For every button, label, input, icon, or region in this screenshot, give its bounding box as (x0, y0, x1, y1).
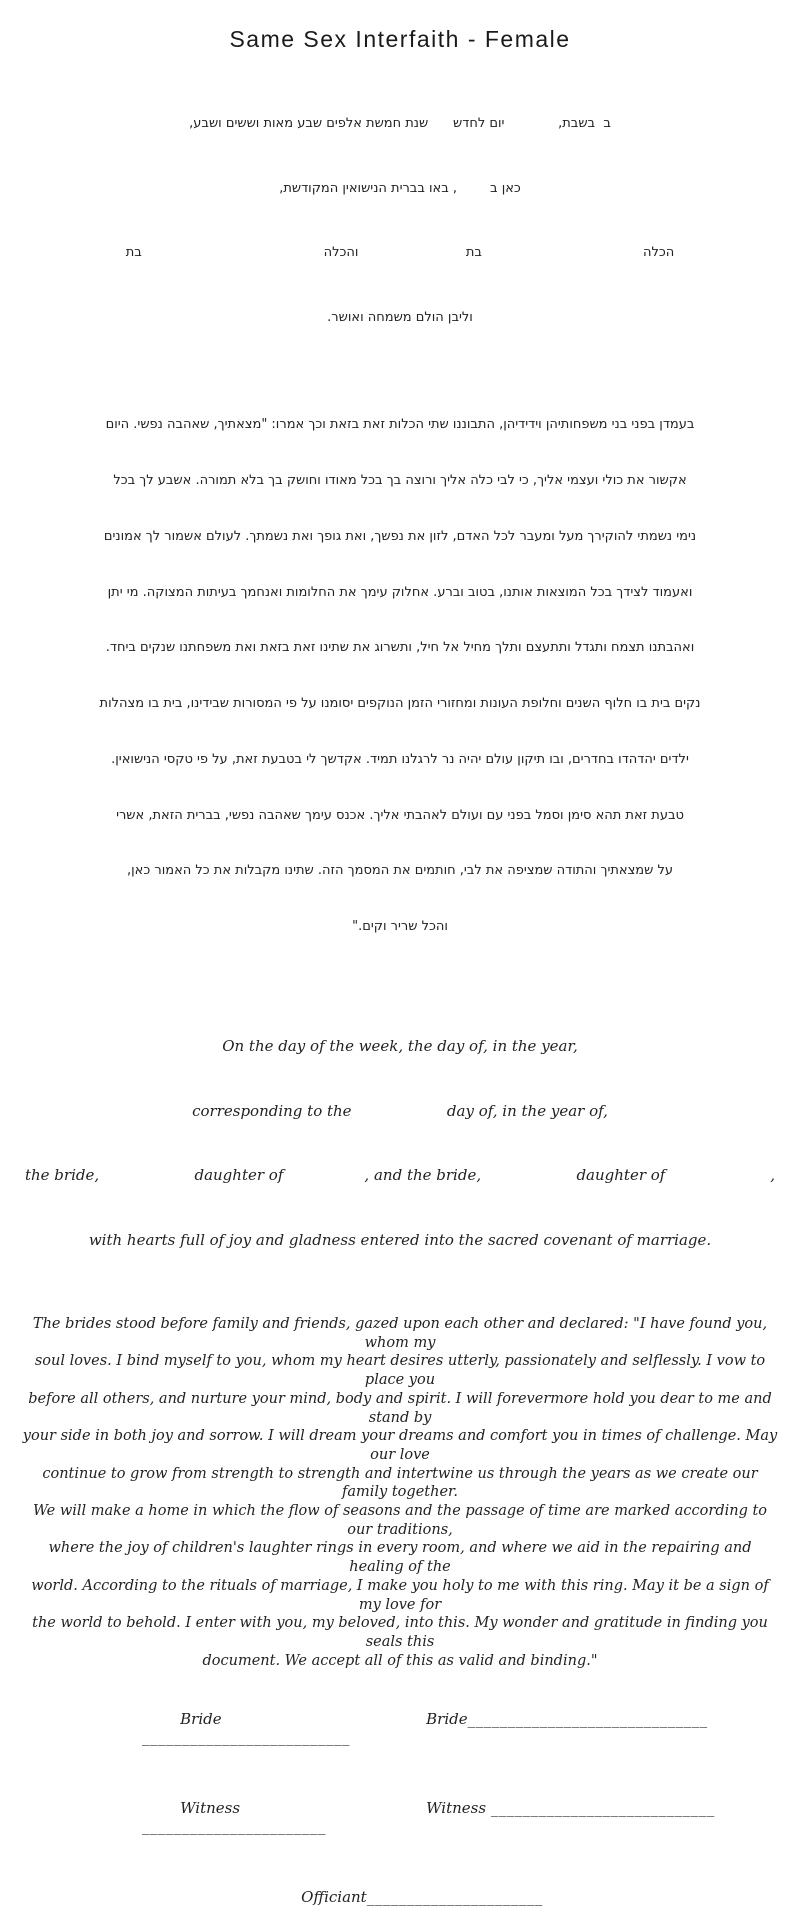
witness-left-label: Witness (180, 1799, 245, 1818)
hebrew-vow-line: על שמצאתיך והתודה שמציפה את לבי, חותמים את המסמך הזה. שתינו מקבלות את כל האמור כאן, (127, 863, 673, 879)
officiant-signature-row (263, 1870, 800, 1924)
english-date-line: corresponding to the day of, in the year of, (192, 1101, 608, 1120)
hebrew-vow-line: נקים בית בו חלוף השנים וחלופת העונות ומחזורי הזמן הנוקפים יסומנו על פי המסורות שבידינו, בית בו מצהלות (99, 696, 701, 712)
english-vows-section (20, 1315, 780, 1670)
officiant-signature-line: ______________________ (366, 1888, 543, 1907)
bride-left-signature (142, 1692, 388, 1764)
page-title: Same Sex Interfaith - Female (229, 26, 571, 52)
hebrew-date-line: וליבן הולם משמחה ואושר. (327, 309, 473, 325)
hebrew-vow-line: ילדים יהדהדו בחדרים, ובו תיקון עולם יהיה נר לרגלנו תמיד. אקדשך לי בטבעת זאת, על פי טקסי הנישואין. (111, 751, 689, 767)
hebrew-date-section (0, 70, 800, 371)
english-vow-line: document. We accept all of this as valid and binding." (202, 1652, 598, 1669)
witness-left-signature-line: _______________________ (142, 1817, 326, 1836)
signature-section (0, 1692, 800, 1924)
english-vow-line: continue to grow from strength to strength and intertwine us through the years as we create our family together. (42, 1465, 758, 1501)
witness-right-signature (388, 1781, 715, 1853)
hebrew-brides-line: הכלה בת והכלה בת (125, 245, 675, 260)
english-vow-line: before all others, and nurture your mind, body and spirit. I will forevermore hold you dear to me and stand by (28, 1390, 772, 1426)
english-vow-line: where the joy of children's laughter rings in every room, and where we aid in the repairing and healing of the (48, 1540, 752, 1576)
officiant-label: Officiant (301, 1888, 367, 1907)
hebrew-date-line: כאן ב , באו בברית הנישואין המקודשת, (279, 180, 521, 196)
witness-signature-row (142, 1781, 800, 1853)
english-vow-line: world. According to the rituals of marriage, I make you holy to me with this ring. May it be a sign of my love for (31, 1577, 769, 1613)
hebrew-vow-line: אקשור את כולי ועצמי אליך, כי לבי כלה אליך ורוצה בך בכל מאודו וחושק בך בלא תמורה. אשבע לך בכל (113, 472, 687, 488)
witness-right-label: Witness (426, 1799, 491, 1818)
english-brides-line: the bride, daughter of , and the bride, daughter of , (24, 1166, 776, 1184)
hebrew-vow-line: בעמדן בפני בני משפחותיהן וידידיהן, התבוננו שתי הכלות זאת בזאת וכך אמרו: "מצאתיך, שאהבה נפשי. היום (105, 417, 695, 433)
bride-right-signature (388, 1692, 708, 1764)
hebrew-vow-line: טבעת זאת תהא סימן וסמל בפני עם ועולם לאהבתי אליך. אכנס עימך שאהבה נפשי, בברית הזאת, אשרי (116, 807, 684, 823)
english-vow-line: soul loves. I bind myself to you, whom my heart desires utterly, passionately and selflessly. I vow to place you (34, 1353, 766, 1389)
bride-right-signature-line: ______________________________ (467, 1710, 708, 1729)
english-vow-line: We will make a home in which the flow of seasons and the passage of time are marked according to our traditions, (32, 1503, 768, 1538)
hebrew-vow-line: ואהבתנו תצמח ותגדל ותתעצם ותלך מחיל אל חיל, ותשרוג את שתינו זאת בזאת ואת משפחתנו שנקים ביחד. (105, 640, 695, 656)
english-vow-line: the world to behold. I enter with you, my beloved, into this. My wonder and gratitude in finding you seals this (32, 1615, 768, 1650)
english-vow-line: your side in both joy and sorrow. I will dream your dreams and comfort you in times of challenge. May our love (22, 1428, 778, 1463)
hebrew-vow-line: ואעמוד לצידך בכל המוצאות אותנו, בטוב וברע. אחלוק עימך את החלומות ואנחמך בעיתות המצוקה. מי יתן (107, 584, 693, 600)
english-vow-line: The brides stood before family and friends, gazed upon each other and declared: "I have found you, whom my (32, 1316, 768, 1351)
english-date-section (0, 993, 800, 1294)
bride-signature-row (142, 1692, 800, 1764)
hebrew-date-line: ב בשבת, יום לחדש שנת חמשת אלפים שבע מאות וששים ושבע, (189, 116, 611, 131)
hebrew-vows-section (28, 379, 772, 974)
english-date-line: On the day of the week, the day of, in the year, (222, 1037, 578, 1055)
witness-right-signature-line: ____________________________ (490, 1799, 715, 1818)
bride-left-signature-line: __________________________ (142, 1728, 350, 1747)
bride-left-label: Bride (180, 1710, 227, 1729)
hebrew-vow-line: והכל שריר וקים." (352, 919, 448, 935)
bride-right-label: Bride (426, 1710, 468, 1729)
witness-left-signature (142, 1781, 388, 1853)
english-date-line: with hearts full of joy and gladness entered into the sacred covenant of marriage. (88, 1230, 712, 1249)
hebrew-vow-line: נימי נשמתי להוקירך מעל ומעבר לכל האדם, לזון את נפשך, ואת גופך ואת נשמתך. לעולם אשמור לך אמונים (103, 528, 697, 544)
officiant-signature (263, 1870, 543, 1924)
